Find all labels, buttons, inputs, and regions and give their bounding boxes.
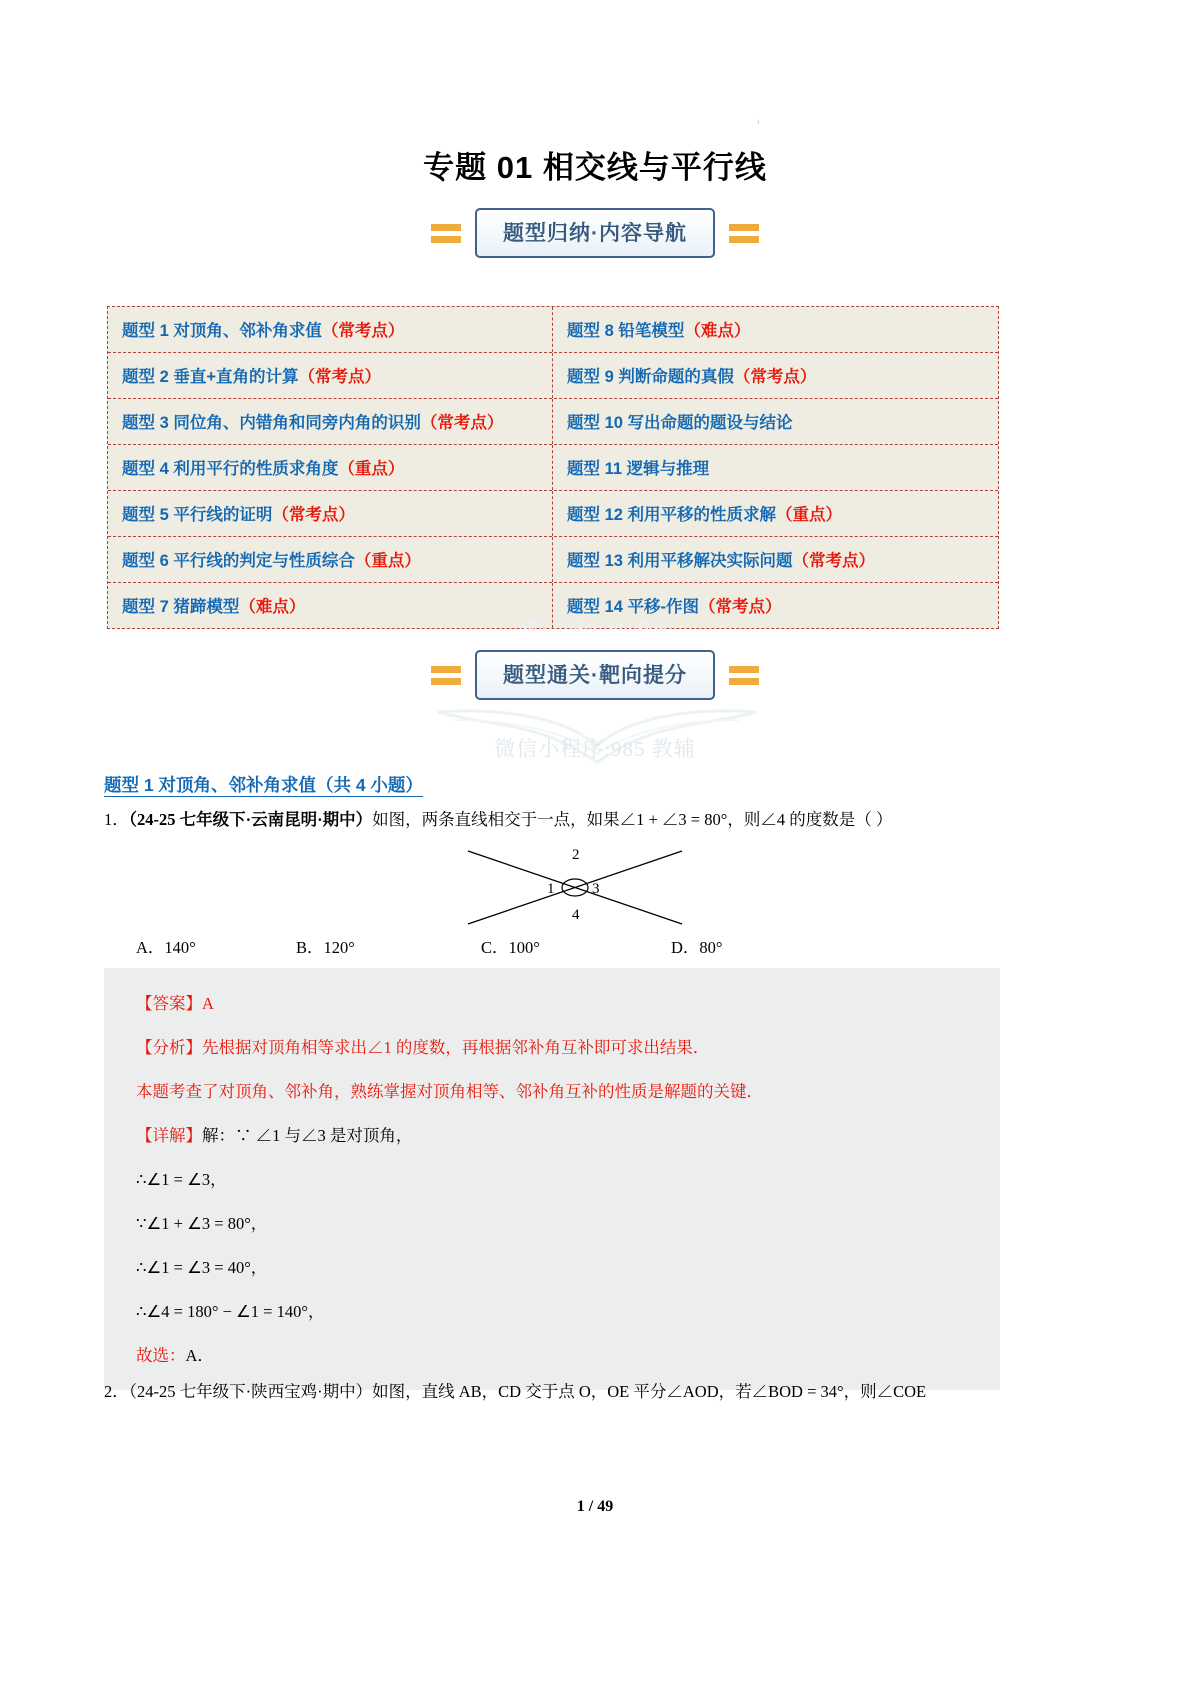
table-row — [108, 491, 998, 537]
solution-step-line — [104, 1290, 1000, 1334]
question-2-stem — [104, 1378, 926, 1402]
analysis-note-line — [104, 1070, 1000, 1114]
solution-step-text: ∴∠1 = ∠3， — [136, 1170, 227, 1189]
choice-b[interactable]: B．120° — [296, 938, 355, 957]
open-book-watermark-icon — [432, 706, 762, 764]
index-cell-left[interactable] — [108, 307, 553, 352]
page-title: 专题 01 相交线与平行线 — [423, 150, 767, 185]
solution-text: 解：∵ ∠1 与∠3 是对顶角， — [202, 1126, 413, 1145]
index-label: 题型 3 同位角、内错角和同旁内角的识别 — [122, 414, 421, 432]
solution-step-text: ∴∠1 = ∠3 = 40°， — [136, 1258, 268, 1277]
watermark-text-faint: 微信小程序:985 教辅 — [521, 619, 669, 635]
answer-line — [104, 982, 1000, 1026]
index-label: 题型 9 判断命题的真假 — [567, 368, 734, 386]
index-label: 题型 10 写出命题的题设与结论 — [567, 414, 793, 432]
choice-d[interactable]: D．80° — [671, 938, 723, 957]
banner-targeted-practice — [0, 648, 1190, 702]
index-cell-right[interactable] — [553, 353, 998, 398]
question-2-number: 2． — [104, 1382, 129, 1401]
index-label: 题型 12 利用平移的性质求解 — [567, 506, 777, 524]
index-cell-right[interactable] — [553, 307, 998, 352]
index-label: 题型 14 平移-作图 — [567, 598, 700, 616]
question-1-source: （24-25 七年级下·云南昆明·期中） — [128, 810, 373, 829]
banner-label-first: 题型归纳·内容导航 — [475, 208, 715, 258]
final-choice-value: A． — [185, 1346, 214, 1365]
question-2-text: 如图，直线 AB，CD 交于点 O，OE 平分∠AOD，若∠BOD = 34°，则∠COE — [372, 1382, 927, 1401]
index-tag: （重点） — [354, 552, 421, 570]
solution-line — [104, 1114, 1000, 1158]
index-cell-right[interactable] — [553, 399, 998, 444]
index-tag: （常考点） — [699, 598, 782, 616]
choice-a[interactable]: A．140° — [136, 938, 196, 957]
table-row — [108, 583, 998, 628]
question-1-stem — [104, 806, 892, 830]
analysis-line — [104, 1026, 1000, 1070]
solution-step-line — [104, 1246, 1000, 1290]
index-label: 题型 7 猪蹄模型 — [122, 598, 240, 616]
page-number-footer: 1 / 49 — [576, 1498, 614, 1515]
index-label: 题型 4 利用平行的性质求角度 — [122, 460, 339, 478]
banner-bars-right-icon — [729, 666, 759, 685]
table-row — [108, 353, 998, 399]
solution-step-text: ∵∠1 + ∠3 = 80°， — [136, 1214, 268, 1233]
answer-value: A — [202, 994, 214, 1013]
index-label: 题型 13 利用平移解决实际问题 — [567, 552, 793, 570]
index-cell-left[interactable] — [108, 399, 553, 444]
banner-bars-left-icon — [431, 666, 461, 685]
index-label: 题型 2 垂直+直角的计算 — [122, 368, 299, 386]
figure-label-1: 1 — [547, 881, 555, 897]
table-row — [108, 307, 998, 353]
solution-step-line — [104, 1158, 1000, 1202]
table-row — [108, 537, 998, 583]
index-tag: （重点） — [776, 506, 843, 524]
index-cell-right[interactable] — [553, 491, 998, 536]
index-tag: （常考点） — [420, 414, 504, 432]
analysis-label: 【分析】 — [136, 1038, 202, 1057]
banner-bars-left-icon — [431, 224, 461, 243]
question-2-source: （24-25 七年级下·陕西宝鸡·期中） — [128, 1382, 373, 1401]
analysis-note-text: 本题考查了对顶角、邻补角，熟练掌握对顶角相等、邻补角互补的性质是解题的关键． — [136, 1082, 763, 1101]
figure-label-3: 3 — [592, 881, 600, 897]
solution-step-text: ∴∠4 = 180° − ∠1 = 140°， — [136, 1302, 325, 1321]
solution-label: 【详解】 — [136, 1126, 202, 1145]
index-cell-right[interactable] — [553, 445, 998, 490]
index-label: 题型 8 铅笔模型 — [567, 322, 685, 340]
table-row — [108, 399, 998, 445]
figure-label-4: 4 — [572, 907, 580, 923]
figure-label-2: 2 — [572, 847, 580, 863]
question-type-index-table — [107, 306, 999, 629]
index-tag: （难点） — [239, 598, 306, 616]
index-tag: （常考点） — [792, 552, 876, 570]
index-tag: （重点） — [338, 460, 405, 478]
index-label: 题型 1 对顶角、邻补角求值 — [122, 322, 322, 340]
index-cell-right[interactable] — [553, 537, 998, 582]
index-cell-left[interactable] — [108, 583, 553, 628]
table-row — [108, 445, 998, 491]
index-tag: （常考点） — [272, 506, 355, 524]
question-1-text: 如图，两条直线相交于一点，如果∠1 + ∠3 = 80°，则∠4 的度数是（ ） — [372, 810, 893, 829]
index-tag: （常考点） — [321, 322, 405, 340]
question-1-answer-block — [104, 968, 1000, 1390]
index-label: 题型 5 平行线的证明 — [122, 506, 273, 524]
final-choice-label: 故选： — [136, 1346, 186, 1365]
index-tag: （常考点） — [733, 368, 817, 386]
answer-label: 【答案】 — [136, 994, 202, 1013]
section-heading-question-type-1: 题型 1 对顶角、邻补角求值（共 4 小题） — [104, 775, 423, 795]
choice-c[interactable]: C．100° — [481, 938, 540, 957]
index-cell-left[interactable] — [108, 537, 553, 582]
index-cell-right[interactable] — [553, 583, 998, 628]
index-cell-left[interactable] — [108, 353, 553, 398]
banner-label-second: 题型通关·靶向提分 — [475, 650, 715, 700]
index-cell-left[interactable] — [108, 491, 553, 536]
index-label: 题型 6 平行线的判定与性质综合 — [122, 552, 355, 570]
page-artifact-mark: ı — [757, 116, 760, 126]
analysis-text: 先根据对顶角相等求出∠1 的度数，再根据邻补角互补即可求出结果． — [202, 1038, 710, 1057]
index-cell-left[interactable] — [108, 445, 553, 490]
index-tag: （常考点） — [298, 368, 381, 386]
watermark-text: 微信小程序:985 教辅 — [494, 737, 696, 761]
index-label: 题型 11 逻辑与推理 — [567, 460, 710, 478]
index-tag: （难点） — [684, 322, 751, 340]
solution-step-line — [104, 1202, 1000, 1246]
banner-bars-right-icon — [729, 224, 759, 243]
banner-content-navigation — [0, 206, 1190, 260]
final-choice-line — [104, 1334, 1000, 1378]
question-1-number: 1． — [104, 810, 129, 829]
crossing-lines-figure — [460, 845, 690, 930]
